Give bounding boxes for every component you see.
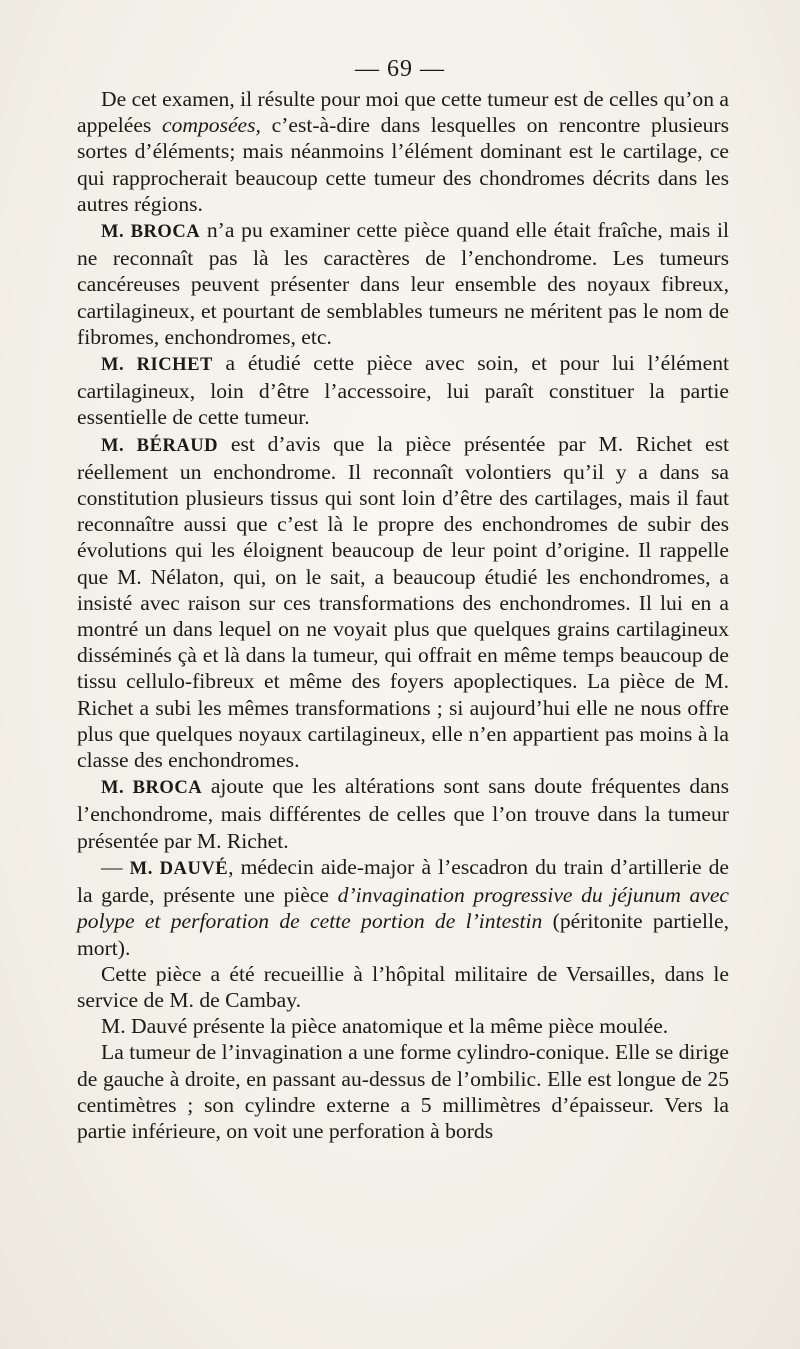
paragraph-p8	[77, 1013, 729, 1039]
speaker-name: M. RICHET	[101, 354, 213, 376]
text-segment: est d’avis que la pièce présentée par M. Richet est réellement un enchondrome. Il reconnaît volontiers qu’il y a dans sa constitution plusieurs tissus qui sont loin d’être des cartilages, mais il faut reconnaître aussi que c’est là le propre des enchondromes de subir des évolutions qui les éloignent beaucoup de leur point d’origine. Il rappelle que M. Nélaton, qui, on le sait, a beaucoup étudié les enchondromes, a insisté avec raison sur ces transformations des enchondromes. Il lui en a montré un dans lequel on ne voyait plus que quelques grains cartilagineux disséminés çà et là dans la tumeur, qui offrait en même temps beaucoup de tissu cellulo-fibreux et même des foyers apoplectiques. La pièce de M. Richet a subi les mêmes transformations ; si aujourd’hui elle ne nous offre plus que quelques noyaux cartilagineux, elle n’en appartient pas moins à la classe des enchondromes.	[77, 431, 730, 773]
speaker-name: M. BROCA	[101, 777, 203, 799]
text-segment: —	[101, 854, 130, 879]
italic-title: d’invagination progressive du jéjunum avec polype et perforation de cette portion de l’intestin	[77, 883, 729, 934]
speaker-name: M. BÉRAUD	[101, 434, 219, 456]
text-segment: (péritonite partielle, mort).	[77, 909, 729, 960]
body-text	[77, 86, 729, 1144]
text-segment: , médecin aide-major à l’escadron du train d’artillerie de la garde, présente une pièce	[77, 854, 729, 908]
text-segment: De cet examen, il résulte pour moi que cette tumeur est de celles qu’on a appelées	[77, 87, 729, 138]
paragraph-p4	[77, 431, 729, 774]
italic-term: composées,	[162, 113, 261, 138]
paragraph-p9	[77, 1039, 729, 1144]
paragraph-p6	[77, 854, 729, 961]
speaker-name: M. DAUVÉ	[129, 857, 229, 879]
text-segment: La tumeur de l’invagination a une forme cylindro-conique. Elle se dirige de gauche à droite, en passant au-dessus de l’ombilic. Elle est longue de 25 centimètres ; son cylindre externe a 5 millimètres d’épaisseur. Vers la partie inférieure, on voit une perforation à bords	[77, 1040, 729, 1143]
page-number: — 69 —	[355, 56, 445, 82]
text-segment: ajoute que les altérations sont sans doute fréquentes dans l’enchondrome, mais différentes de celles que l’on trouve dans la tumeur présentée par M. Richet.	[77, 774, 729, 853]
speaker-name: M. BROCA	[101, 221, 201, 243]
text-segment: c’est-à-dire dans lesquelles on rencontre plusieurs sortes d’éléments; mais néanmoins l’élément dominant est le cartilage, ce qui rapprocherait beaucoup cette tumeur des chondromes décrits dans les autres régions.	[77, 113, 730, 216]
text-segment: a étudié cette pièce avec soin, et pour lui l’élément cartilagineux, loin d’être l’accessoire, lui paraît constituer la partie essentielle de cette tumeur.	[77, 351, 729, 430]
text-segment: n’a pu examiner cette pièce quand elle était fraîche, mais il ne reconnaît pas là les caractères de l’enchondrome. Les tumeurs cancéreuses peuvent présenter dans leur ensemble des noyaux fibreux, cartilagineux, et pourtant de semblables tumeurs ne méritent pas le nom de fibromes, enchondromes, etc.	[77, 218, 729, 349]
text-segment: Cette pièce a été recueillie à l’hôpital militaire de Versailles, dans le service de M. de Cambay.	[77, 961, 729, 1012]
paragraph-p2	[77, 217, 729, 350]
text-segment: M. Dauvé présente la pièce anatomique et la même pièce moulée.	[101, 1014, 669, 1039]
paragraph-p3	[77, 350, 729, 431]
paragraph-p1	[77, 86, 729, 217]
paragraph-p7	[77, 961, 729, 1013]
paragraph-p5	[77, 773, 729, 854]
